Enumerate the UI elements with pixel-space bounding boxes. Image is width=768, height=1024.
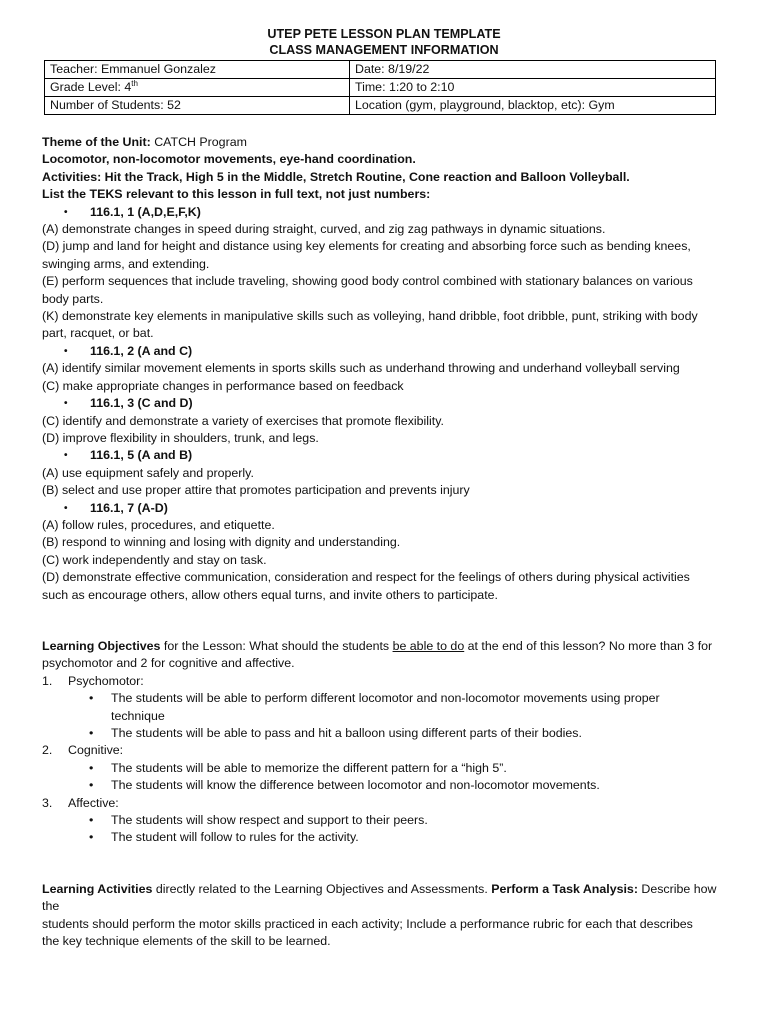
date-cell: Date: 8/19/22 <box>350 61 716 79</box>
task-analysis-label: Perform a Task Analysis: <box>491 881 638 896</box>
unit-activities: Activities: Hit the Track, High 5 in the Middle, Stretch Routine, Cone reaction and Balloon Volleyball. <box>42 169 630 184</box>
teks-heading <box>42 395 730 412</box>
grade-level-text: Grade Level: 4 <box>50 80 132 94</box>
objective-item <box>42 812 730 829</box>
objective-group-name: Cognitive: <box>68 743 124 758</box>
table-row <box>45 97 716 115</box>
document-title: UTEP PETE LESSON PLAN TEMPLATE <box>267 27 501 41</box>
teks-item: body parts. <box>42 291 104 306</box>
objective-item <box>42 725 730 742</box>
teks-item: (C) make appropriate changes in performance based on feedback <box>42 378 404 393</box>
bullet-icon: • <box>64 345 68 357</box>
objectives-underlined: be able to do <box>392 638 465 653</box>
objectives-text-1: for the Lesson: What should the students <box>160 638 393 653</box>
teks-heading <box>42 447 730 464</box>
objective-item-text: The students will be able to memorize the different pattern for a “high 5”. <box>111 760 507 775</box>
activities-text-2: Describe how the <box>42 881 717 914</box>
objectives-intro <box>42 638 730 655</box>
activities-text-1: directly related to the Learning Objectives and Assessments. <box>152 881 492 896</box>
teks-item: (D) jump and land for height and distance using key elements for creating and absorbing force such as bending knees, <box>42 239 691 254</box>
teks-item: (A) identify similar movement elements in sports skills such as underhand throwing and underhand volleyball serving <box>42 361 680 376</box>
objective-group-name: Psychomotor: <box>68 673 144 688</box>
teks-heading-text: 116.1, 7 (A-D) <box>90 500 168 515</box>
objective-number: 1. <box>42 673 53 688</box>
objective-item-text: The students will know the difference between locomotor and non-locomotor movements. <box>111 778 600 793</box>
teks-heading-text: 116.1, 1 (A,D,E,F,K) <box>90 204 201 219</box>
teks-heading <box>42 500 730 517</box>
activities-line-2: students should perform the motor skills practiced in each activity; Include a performance rubric for each that describes <box>42 916 693 931</box>
table-row <box>45 79 716 97</box>
bullet-icon: • <box>89 691 94 706</box>
teks-item: part, racquet, or bat. <box>42 326 154 341</box>
objective-group-title <box>42 742 730 759</box>
objectives-text-2: at the end of this lesson? No more than 3 for <box>464 638 713 653</box>
activities-label: Learning Activities <box>42 881 153 896</box>
teks-heading <box>42 204 730 221</box>
activities-line-3: the key technique elements of the skill to be learned. <box>42 934 331 949</box>
teks-item: (E) perform sequences that include traveling, showing good body control combined with stationary balances on various <box>42 274 693 289</box>
unit-theme <box>42 134 730 151</box>
bullet-icon: • <box>89 813 94 828</box>
activities-intro <box>42 881 730 916</box>
location-cell: Location (gym, playground, blacktop, etc): Gym <box>350 97 716 115</box>
document-subtitle: CLASS MANAGEMENT INFORMATION <box>269 43 499 57</box>
section-gap <box>42 604 730 638</box>
objective-item <box>42 708 730 725</box>
teks-item: such as encourage others, allow others equal turns, and invite others to participate. <box>42 587 498 602</box>
class-info-table <box>44 60 716 115</box>
objectives-intro-line-2: psychomotor and 2 for cognitive and affective. <box>42 656 295 671</box>
teks-heading-text: 116.1, 3 (C and D) <box>90 396 193 411</box>
teks-item: (B) select and use proper attire that promotes participation and prevents injury <box>42 483 470 498</box>
objective-group-title <box>42 795 730 812</box>
objective-number: 3. <box>42 795 53 810</box>
teks-item: (K) demonstrate key elements in manipulative skills such as volleying, hand dribble, foot dribble, punt, striking with body <box>42 309 698 324</box>
teks-item: (A) demonstrate changes in speed during straight, curved, and zig zag pathways in dynamic situations. <box>42 222 606 237</box>
objective-group-title <box>42 673 730 690</box>
teks-item: swinging arms, and extending. <box>42 256 210 271</box>
objective-item-text: The students will be able to perform different locomotor and non-locomotor movements using proper <box>111 691 660 706</box>
bullet-icon: • <box>64 502 68 514</box>
objective-item-text: The students will be able to pass and hit a balloon using different parts of their bodies. <box>111 726 582 740</box>
teks-item: (C) work independently and stay on task. <box>42 552 267 567</box>
teks-item: (B) respond to winning and losing with dignity and understanding. <box>42 535 401 550</box>
lesson-content <box>42 134 730 950</box>
bullet-icon: • <box>89 760 94 775</box>
grade-level-cell <box>45 79 350 97</box>
objective-item <box>42 777 730 794</box>
teks-heading-text: 116.1, 2 (A and C) <box>90 343 193 358</box>
teks-item: (C) identify and demonstrate a variety of exercises that promote flexibility. <box>42 413 444 428</box>
teks-list <box>42 204 730 604</box>
theme-value: CATCH Program <box>154 135 247 149</box>
bullet-icon: • <box>64 398 68 410</box>
students-cell: Number of Students: 52 <box>45 97 350 115</box>
teks-item: (A) follow rules, procedures, and etiquette. <box>42 517 275 532</box>
bullet-icon: • <box>89 778 94 793</box>
teacher-cell: Teacher: Emmanuel Gonzalez <box>45 61 350 79</box>
objective-item-text: technique <box>111 708 165 723</box>
objective-item <box>42 829 730 846</box>
bullet-icon: • <box>89 726 94 740</box>
teks-item: (D) improve flexibility in shoulders, trunk, and legs. <box>42 430 319 445</box>
objective-group-name: Affective: <box>68 795 119 810</box>
teks-prompt: List the TEKS relevant to this lesson in full text, not just numbers: <box>42 187 431 202</box>
objective-item <box>42 690 730 707</box>
teks-heading <box>42 343 730 360</box>
unit-movements: Locomotor, non-locomotor movements, eye-hand coordination. <box>42 152 416 167</box>
objective-number: 2. <box>42 743 53 758</box>
objective-item <box>42 760 730 777</box>
teks-item: (A) use equipment safely and properly. <box>42 465 254 480</box>
time-cell: Time: 1:20 to 2:10 <box>350 79 716 97</box>
objective-groups <box>42 673 730 847</box>
theme-label: Theme of the Unit: <box>42 135 155 149</box>
section-gap <box>42 847 730 881</box>
bullet-icon: • <box>89 830 94 845</box>
teks-item: (D) demonstrate effective communication, consideration and respect for the feelings of others during physical activities <box>42 570 690 585</box>
grade-level-suffix: th <box>131 78 138 88</box>
bullet-icon: • <box>64 450 68 462</box>
objective-item-text: The student will follow to rules for the activity. <box>111 830 359 845</box>
teks-heading-text: 116.1, 5 (A and B) <box>90 448 193 463</box>
table-row <box>45 61 716 79</box>
objectives-label: Learning Objectives <box>42 638 161 653</box>
bullet-icon: • <box>64 206 68 218</box>
objective-item-text: The students will show respect and support to their peers. <box>111 813 428 828</box>
